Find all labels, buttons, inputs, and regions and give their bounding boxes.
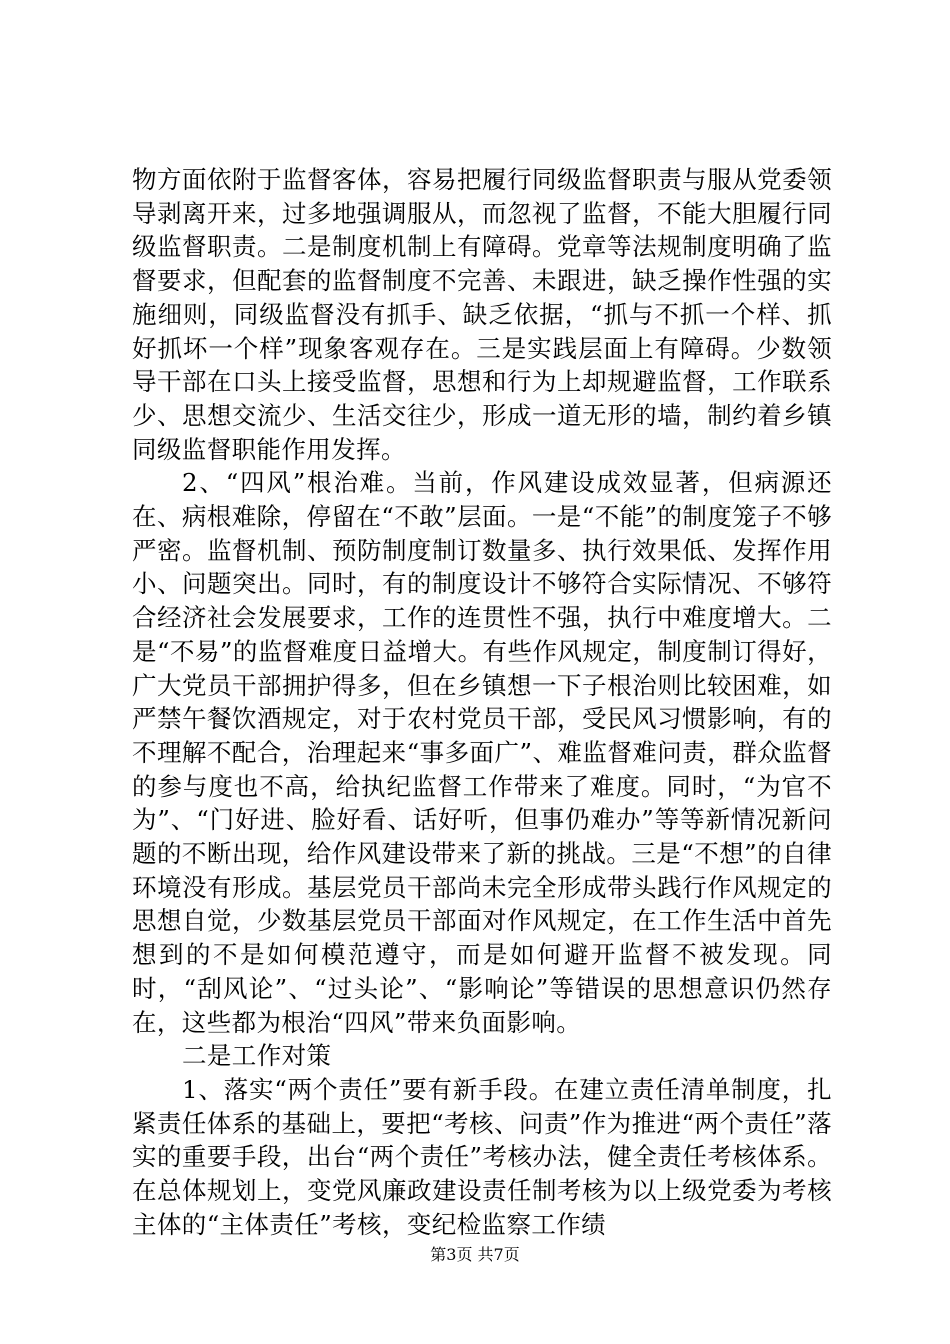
section-heading: 二是工作对策 [182,1041,332,1071]
page-number-footer: 第3页 共7页 [430,1245,520,1264]
paragraph-2: 2、“四风”根治难。当前，作风建设成效显著，但病源还在、病根难除，停留在“不敢”层面。一是“不能”的制度笼子不够严密。监督机制、预防制度制订数量多、执行效果低、发挥作用小、问题突出。同时，有的制度设计不够符合实际情况、不够符合经济社会发展要求，工作的连贯性不强，执行中难度增大。二是“不易”的监督难度日益增大。有些作风规定，制度制订得好，广大党员干部拥护得多，但在乡镇想一下子根治则比较困难，如严禁午餐饮酒规定，对于农村党员干部，受民风习惯影响，有的不理解不配合，治理起来“事多面广”、难监督难问责，群众监督的参与度也不高，给执纪监督工作带来了难度。同时，“为官不为”、“门好进、脸好看、话好听，但事仍难办”等等新情况新问题的不断出现，给作风建设带来了新的挑战。三是“不想”的自律环境没有形成。基层党员干部尚未完全形成带头践行作风规定的思想自觉，少数基层党员干部面对作风规定，在工作生活中首先想到的不是如何模范遵守，而是如何避开监督不被发现。同时，“刮风论”、“过头论”、“影响论”等错误的思想意识仍然存在，这些都为根治“四风”带来负面影响。 [132,468,832,1037]
document-body [132,163,832,1242]
paragraph-1: 物方面依附于监督客体，容易把履行同级监督职责与服从党委领导剥离开来，过多地强调服从，而忽视了监督，不能大胆履行同级监督职责。二是制度机制上有障碍。党章等法规制度明确了监督要求，但配套的监督制度不完善、未跟进，缺乏操作性强的实施细则，同级监督没有抓手、缺乏依据，“抓与不抓一个样、抓好抓坏一个样”现象客观存在。三是实践层面上有障碍。少数领导干部在口头上接受监督，思想和行为上却规避监督，工作联系少、思想交流少、生活交往少，形成一道无形的墙，制约着乡镇同级监督职能作用发挥。 [132,165,832,464]
paragraph-3: 1、落实“两个责任”要有新手段。在建立责任清单制度，扎紧责任体系的基础上，要把“考核、问责”作为推进“两个责任”落实的重要手段，出台“两个责任”考核办法，健全责任考核体系。在总体规划上，变党风廉政建设责任制考核为以上级党委为考核主体的“主体责任”考核，变纪检监察工作绩 [132,1074,832,1239]
